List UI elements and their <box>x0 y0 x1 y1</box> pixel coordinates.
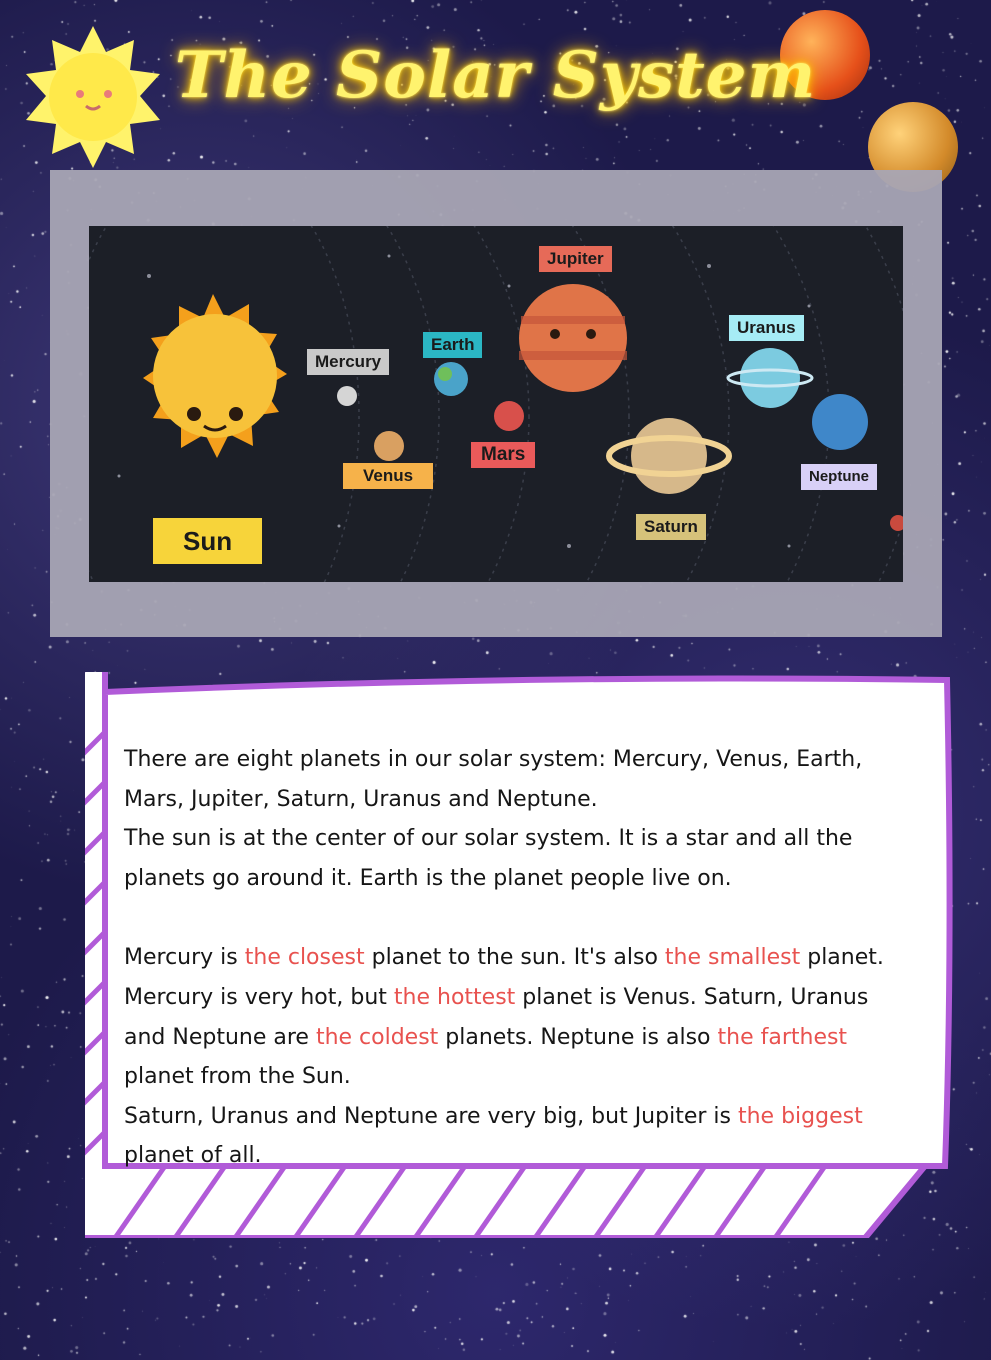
earth-label: Earth <box>423 332 482 358</box>
highlight-text: the hottest <box>393 984 516 1010</box>
sun-planet-icon <box>143 294 287 458</box>
mars-label: Mars <box>471 442 535 468</box>
body-text: Saturn, Uranus and Neptune are very big, but Jupiter is <box>124 1103 738 1129</box>
uranus-planet-icon <box>728 348 812 408</box>
paragraph-4 <box>124 1097 904 1176</box>
earth-planet-icon <box>434 362 468 396</box>
highlight-text: the smallest <box>664 945 801 971</box>
mars-planet-icon <box>494 401 524 431</box>
neptune-label: Neptune <box>801 464 877 490</box>
body-text: planet to the sun. It's also <box>364 945 665 971</box>
body-text: planet is Venus. Saturn, Uranus and Neptune are <box>124 984 869 1050</box>
paragraph-3 <box>124 938 904 1096</box>
venus-label: Venus <box>343 463 433 489</box>
jupiter-planet-icon <box>519 284 627 392</box>
highlight-text: the biggest <box>737 1103 863 1129</box>
body-text: planet of all. <box>124 1143 262 1169</box>
body-text: The sun is at the center of our solar system. It is a star and all the planets go around it. Earth is the planet people live on. <box>124 826 853 891</box>
body-text: There are eight planets in our solar system: Mercury, Venus, Earth, Mars, Jupiter, Saturn, Uranus and Neptune. <box>124 747 863 812</box>
page-title: The Solar System <box>174 38 817 113</box>
paragraph-2 <box>124 819 904 898</box>
mercury-planet-icon <box>337 386 357 406</box>
body-text: planet. Mercury is very hot, but <box>124 945 884 1010</box>
body-text: planet from the Sun. <box>124 1064 351 1090</box>
jupiter-label: Jupiter <box>539 246 612 272</box>
solar-system-diagram <box>89 226 903 582</box>
saturn-label: Saturn <box>636 514 706 540</box>
neptune-planet-icon <box>812 394 868 450</box>
venus-planet-icon <box>374 431 404 461</box>
uranus-label: Uranus <box>729 315 804 341</box>
sun-label: Sun <box>153 518 262 564</box>
paragraph-1 <box>124 740 904 819</box>
body-text: Mercury is <box>124 945 245 971</box>
highlight-text: the closest <box>244 945 365 971</box>
paragraph-gap <box>124 898 904 938</box>
text-content <box>124 740 904 1176</box>
highlight-text: the farthest <box>717 1024 848 1050</box>
mercury-label: Mercury <box>307 349 389 375</box>
body-text: planets. Neptune is also <box>438 1024 718 1050</box>
highlight-text: the coldest <box>315 1024 439 1050</box>
